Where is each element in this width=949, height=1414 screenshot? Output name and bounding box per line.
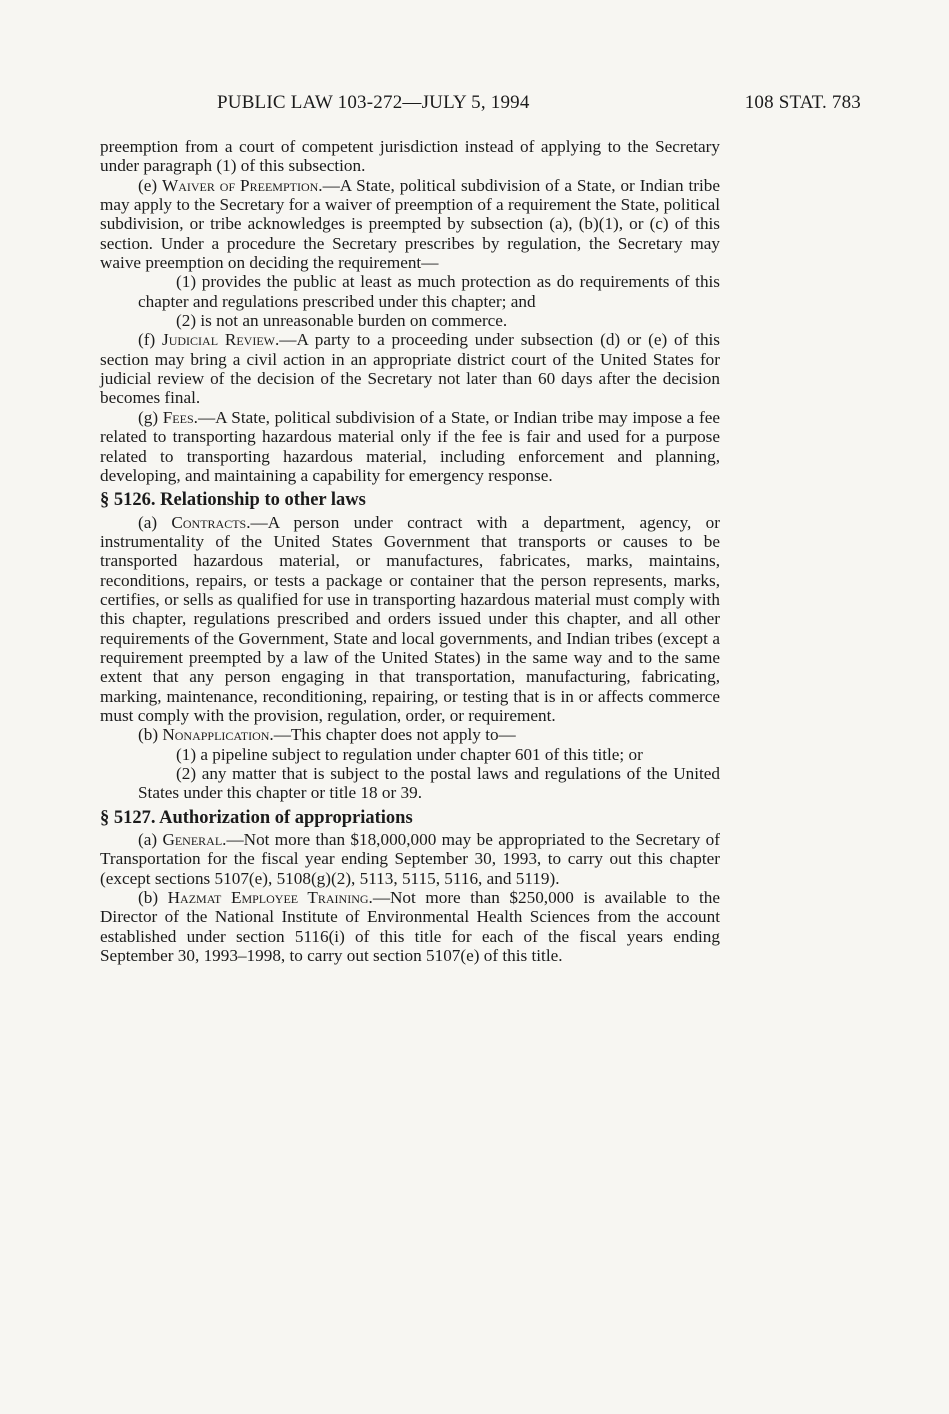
section-5127-heading: § 5127. Authorization of appropriations	[100, 807, 413, 828]
s5127-a-label: (a)	[138, 830, 163, 850]
clause-b1: (1) a pipeline subject to regulation under chapter 601 of this title; or	[176, 744, 643, 764]
body-text	[100, 137, 720, 965]
s5127-a-heading: General.	[162, 830, 227, 850]
subsection-f	[100, 330, 720, 407]
section-5126-subsection-a	[100, 513, 720, 726]
clause-e1: (1) provides the public at least as much protection as do requirements of this chapter and regulations prescribed under this chapter; and	[138, 272, 720, 311]
s5126-a-text: —A person under contract with a department, agency, or instrumentality of the United States Government that transports or causes to be transported hazardous material, or manufactures, fabricates, marks, maintains, reconditions, repairs, or tests a package or container that the person represents, marks, certifies, or sells as qualified for use in transporting hazardous material must comply with this chapter, regulations prescribed and orders issued under this chapter, and all other requirements of the Government, State and local governments, and Indian tribes (except a requirement preempted by a law of the United States) in the same way and to the same extent that any person engaging in that transportation, manufacturing, fabricating, marking, maintenance, reconditioning, repairing, or testing that is in or affects commerce must comply with the provision, regulation, order, or requirement.	[100, 512, 720, 725]
section-5127-subsection-a	[100, 830, 720, 888]
section-5126-subsection-b	[100, 725, 720, 744]
clause-e2: (2) is not an unreasonable burden on commerce.	[176, 311, 508, 331]
running-head: PUBLIC LAW 103-272—JULY 5, 1994	[217, 92, 530, 113]
subsection-g	[100, 408, 720, 485]
s5126-a-heading: Contracts.	[171, 512, 251, 532]
section-5126-heading: § 5126. Relationship to other laws	[100, 490, 366, 511]
subsection-e	[100, 176, 720, 273]
subsection-e-heading: Waiver of Preemption.	[162, 175, 323, 195]
subsection-g-label: (g)	[138, 407, 163, 427]
s5127-b-text: —Not more than $250,000 is available to the Director of the National Institute of Environmental Health Sciences from the account established under section 5116(i) of this title for each of the fiscal years ending September 30, 1993–1998, to carry out section 5107(e) of this title.	[100, 888, 721, 966]
s5127-b-heading: Hazmat Employee Training.	[167, 888, 373, 908]
subsection-f-label: (f)	[138, 330, 163, 350]
subsection-f-heading: Judicial Review.	[162, 330, 280, 350]
s5126-b-label: (b)	[138, 725, 163, 745]
subsection-e-text: —A State, political subdivision of a State, or Indian tribe may apply to the Secretary for a waiver of preemption of a requirement the State, political subdivision, or tribe acknowledges is preempted by subsection (a), (b)(1), or (c) of this section. Under a procedure the Secretary prescribes by regulation, the Secretary may waive preemption on deciding the requirement—	[100, 175, 721, 273]
page-header	[100, 92, 861, 118]
clause-b2: (2) any matter that is subject to the postal laws and regulations of the United States under this chapter or title 18 or 39.	[138, 764, 720, 803]
section-5127-subsection-b	[100, 888, 720, 965]
s5127-a-text: —Not more than $18,000,000 may be appropriated to the Secretary of Transportation for the fiscal year ending September 30, 1993, to carry out this chapter (except sections 5107(e), 5108(g)(2), 5113, 5115, 5116, and 5119).	[100, 830, 721, 888]
s5126-b-text: —This chapter does not apply to—	[273, 725, 516, 745]
subsection-g-text: —A State, political subdivision of a State, or Indian tribe may impose a fee related to transporting hazardous material only if the fee is fair and used for a purpose related to transporting hazardous material, including enforcement and planning, developing, and maintaining a capability for emergency response.	[100, 407, 720, 485]
s5127-b-label: (b)	[138, 888, 168, 908]
s5126-a-label: (a)	[138, 512, 172, 532]
subsection-g-heading: Fees.	[162, 407, 198, 427]
stat-page-number: 108 STAT. 783	[744, 92, 861, 113]
s5126-b-heading: Nonapplication.	[162, 725, 274, 745]
subsection-e-label: (e)	[138, 175, 162, 195]
paragraph-continuation: preemption from a court of competent jurisdiction instead of applying to the Secretary under paragraph (1) of this subsection.	[100, 137, 720, 176]
subsection-f-text: —A party to a proceeding under subsection (d) or (e) of this section may bring a civil action in an appropriate district court of the United States for judicial review of the decision of the Secretary not later than 60 days after the decision becomes final.	[100, 330, 720, 408]
